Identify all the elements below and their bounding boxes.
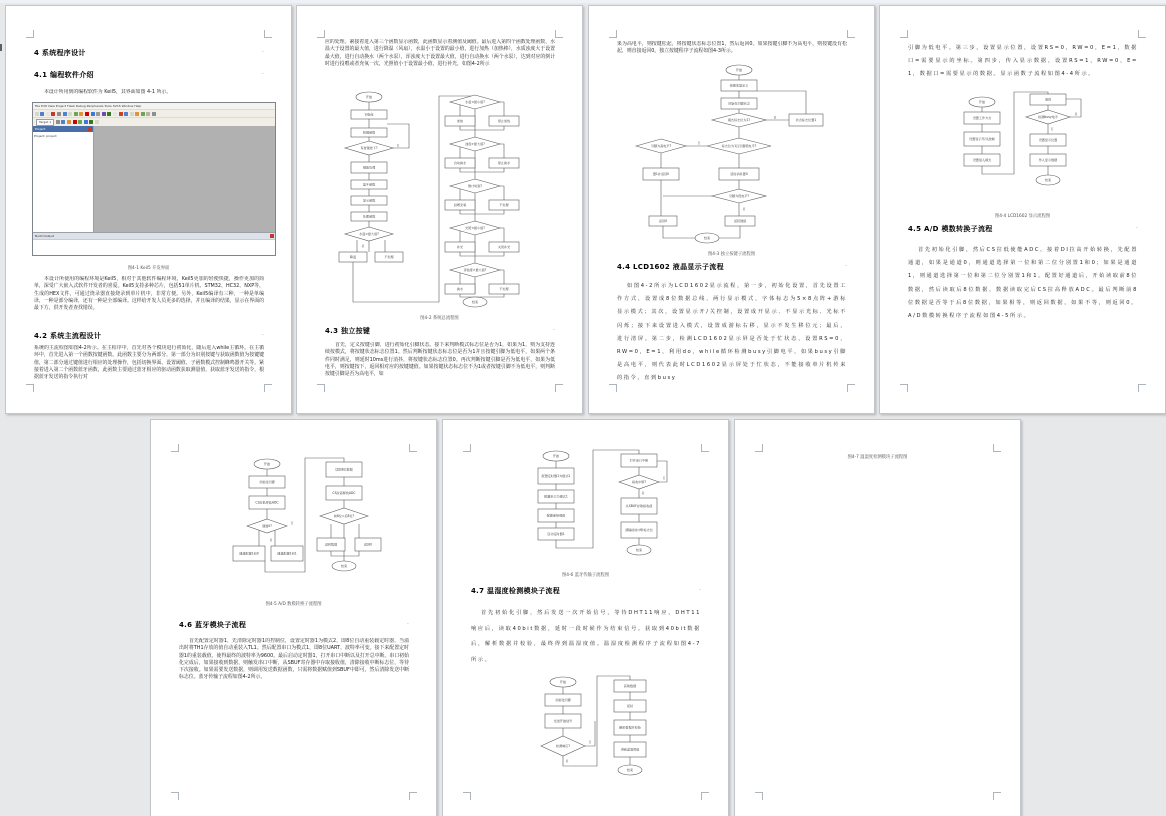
toolbar-icon	[57, 112, 61, 116]
toolbar-icon	[107, 112, 111, 116]
svg-text:否: 否	[662, 476, 666, 480]
margin-mark	[317, 30, 325, 38]
toolbar-icon	[46, 112, 50, 116]
svg-text:不处理: 不处理	[499, 287, 509, 292]
svg-text:清屏: 清屏	[1044, 97, 1052, 102]
svg-text:蓝牙函数: 蓝牙函数	[362, 182, 376, 187]
toolbar-icon	[68, 112, 72, 116]
figure-4-4-flowchart[interactable]	[940, 90, 1095, 210]
svg-text:不处理: 不处理	[499, 203, 509, 208]
svg-text:CS拉低使能ADC: CS拉低使能ADC	[255, 500, 279, 505]
svg-text:初始化引脚状态: 初始化引脚状态	[728, 101, 750, 106]
page-1	[5, 5, 292, 414]
keil-build-output-title: Build Output	[35, 234, 54, 238]
heading-4-5[interactable]: 4.5 A/D 模数转换子流程	[908, 225, 993, 233]
svg-text:是: 是	[641, 491, 645, 495]
margin-mark	[755, 444, 763, 452]
toolbar-icon	[124, 112, 128, 116]
svg-text:自动换水: 自动换水	[453, 161, 467, 166]
margin-mark	[701, 792, 709, 800]
svg-text:初始化引脚: 初始化引脚	[555, 698, 571, 703]
figure-caption-4-1: 图4-1 Keil5 开发界面	[127, 266, 170, 271]
paragraph[interactable]: 应的处理。紧接着进入第三个函数显示函数，此函数显示着测值及阈值。最后进入第四个函数处理函数，水温大于设置的最大值，进行降温（风扇），水温小于设置的最小值，进行加热（加热棒），水质浊度大于设置最大值，进行自动换水（两个水泵），浑浊度大于设置最大值，进行自动换水（两个水泵），达到对应的倒计时进行投喂或者充氧一次，光照值小于设置最小值，进行补光，如图4-2所示	[325, 39, 555, 67]
svg-text:结束: 结束	[635, 548, 643, 553]
paragraph[interactable]: 本设计所用到的编程软件为 Keil5，其界面如图 4-1 所示。	[44, 89, 172, 95]
paragraph[interactable]: 如图4-2所示为LCD1602显示流程，第一步，初始化设置，首先设置工作方式，设置成8位数据总线、两行显示模式，字体标志为5×8点阵+游标显示模式；其次，设置显示开/关控制，设置成开显示、不显示光标、光标不闪烁；接下来设置进入模式，设置成游标右移，显示不发生移位元；最后，进行清屏。第二步，检测LCD1602显示屏是否处于忙状态，设置RS=0，RW=0，E=1，利用do，while循环检测busy引脚电平，如果busy引脚是高电平，则代表此时LCD1602显示屏处于忙状态，不能接收单片机传来的指令，直到busy	[617, 283, 847, 382]
paragraph[interactable]: 引脚为低电平。第三步，设置显示位置，设置RS=0，RW=0，E=1，数据口=需要显示的坐标。第四步，传入显示数据，设置RS=1，RW=0，E=1，数据口=需要显示的数据。显示函数子流程如图4-4所示。	[908, 45, 1138, 78]
svg-text:检测响应?: 检测响应?	[555, 744, 571, 749]
svg-text:开始: 开始	[735, 68, 743, 73]
toolbar-icon	[79, 112, 83, 116]
figure-caption-4-4: 图4-4 LCD1602 显示流程图	[994, 214, 1051, 219]
toolbar-icon	[61, 120, 65, 124]
svg-text:从SBUF存取接收值: 从SBUF存取接收值	[625, 504, 653, 509]
paragraph[interactable]: 首先，定义按键引脚，进行初始化引脚状态。接下来判断模式标志位是否为1，如果为1，则为支持连续按模式，将按键状态标志位置1。然后判断按键状态标志位是否为1并且按键引脚为低电平，如果两个条件同时满足，则延时10ms进行消抖，将按键状态标志位置0。再次判断按键引脚是否为低电平，如果为低电平，则按键按下，返回相对应的按键键值。如果按键状态标志位不为1或者按键引脚不为低电平，则判断按键引脚是否为高电平，如	[325, 342, 555, 378]
margin-mark	[26, 384, 34, 392]
keil-build-output-header	[33, 233, 275, 240]
margin-mark	[1138, 30, 1146, 38]
margin-mark	[409, 792, 417, 800]
paragraph[interactable]: 果为高电平，则按键松起，将按键状态标志位置1，然后返回0。如果按键引脚不为高电平，则按键没有松起，则直接返回0。独立按键程序子流程如图4-3所示。	[617, 41, 847, 55]
margin-mark	[900, 30, 908, 38]
svg-text:是: 是	[361, 244, 365, 248]
svg-text:传入显示数据: 传入显示数据	[1038, 158, 1058, 163]
svg-text:前8位=后8位?: 前8位=后8位?	[333, 514, 355, 519]
toolbar-icon	[141, 112, 145, 116]
heading-4-7[interactable]: 4.7 温湿度检测模块子流程	[471, 587, 561, 595]
toolbar-icon	[73, 120, 77, 124]
page-4	[879, 5, 1166, 414]
svg-text:设置进入模式: 设置进入模式	[972, 158, 992, 163]
margin-mark	[463, 792, 471, 800]
margin-mark	[993, 444, 1001, 452]
svg-text:结束: 结束	[471, 300, 479, 305]
margin-mark	[555, 384, 563, 392]
svg-text:投喂充氧: 投喂充氧	[453, 203, 467, 208]
keil-menu-bar: File Edit View Project Flash Debug Peripherals Tools SVCS Window Help	[33, 103, 275, 109]
svg-text:设置工作方式: 设置工作方式	[972, 116, 992, 121]
paragraph[interactable]: 本设计所使用的编程环境是Keil5，相对于其他软件编程环境，Keil5更加的轻便快捷，操作更加的简单，深受广大嵌入式软件开发者的喜爱。Keil5支持多种芯片，包括51单片机、STM32、HC32、NXP等，生成的HEX文件，可通过烧录器直接烧录到单片机中，非常方便。另外，Keil5编译有三种，一种是单编译，一种是部分编译，还有一种是全部编译。这样给开发人员更多的选择，并且编译的结果，显示在界面的最下方，供开发者查找错误。	[34, 276, 264, 312]
figure-caption-4-7: 图4-7 温湿度检测模块子流程图	[847, 455, 908, 460]
svg-text:启动定时器1: 启动定时器1	[547, 532, 565, 537]
svg-text:置1并返回0: 置1并返回0	[652, 172, 670, 177]
svg-text:解析数据并校验: 解析数据并校验	[619, 725, 641, 730]
svg-text:开始: 开始	[365, 95, 373, 100]
toolbar-icon	[102, 112, 106, 116]
svg-text:是: 是	[565, 759, 569, 763]
svg-text:是: 是	[742, 207, 746, 211]
paragraph-mark: ·	[262, 49, 264, 56]
margin-mark	[26, 30, 34, 38]
margin-mark	[171, 792, 179, 800]
figure-4-5-flowchart[interactable]	[229, 454, 389, 594]
paragraph-mark: ·	[553, 327, 555, 334]
close-icon	[270, 234, 274, 238]
margin-mark	[463, 444, 471, 452]
toolbar-icon	[56, 120, 60, 124]
keil-project-tree-item: Project: project	[34, 134, 57, 138]
svg-text:引脚为低电平?: 引脚为低电平?	[728, 194, 750, 199]
margin-mark	[555, 30, 563, 38]
margin-mark	[847, 384, 855, 392]
paragraph[interactable]: 首先配置定时器1，先清除定时器1的控制位，设置定时器1为模式2，即8位自动重装载定时器，当溢出时将TH1存放的值自动重装入TL1。然后配置串口为模式1，即8位UART，波特率可变。接下来配置定时器1的重装载值，使得最终的波特率为9600。最后启动定时器1，打开串口中断以及打开总中断。串口初始化完成后，如果接收到数据，则触发串口中断，从SBUF寄存器中存取接收值，清除接收中断标志位，等待下次接收。如果需要发送数据，则调用发送数据函数，只需将数据赋值到SBUF中即可，然后清除发送中断标志位。蓝牙传输子流程如图4-2所示。	[179, 638, 409, 681]
toolbar-icon	[91, 112, 95, 116]
heading-4-6[interactable]: 4.6 蓝牙模块子流程	[179, 621, 247, 629]
svg-text:打开串口中断: 打开串口中断	[629, 458, 649, 463]
keil-project-title: Project	[35, 127, 46, 131]
margin-mark	[264, 30, 272, 38]
svg-text:返回0: 返回0	[363, 542, 373, 547]
toolbar-icon	[67, 120, 71, 124]
svg-text:否: 否	[588, 740, 592, 744]
svg-text:开始: 开始	[552, 454, 560, 459]
svg-text:引脚为高电平?: 引脚为高电平?	[650, 144, 672, 149]
svg-text:延时: 延时	[626, 704, 634, 709]
figure-keil-screenshot[interactable]	[32, 102, 276, 256]
margin-mark	[609, 384, 617, 392]
paragraph[interactable]: 首先初始化引脚，然后CS拉低使能ADC，接着DI拉高开始转换，先配置通道，如果是通道0，则通道选择第一位和第二位分别置1和0；如果是通道1，则通道选择第一位和第二位分别置1和1。配置好通道后，开始读取前8位数据，然后读取后8位数据，数据读取完后CS拉高释放ADC。最后判断前8位数据是否等于后8位数据，如果相等，则返回数据，如果不等，则返回0。A/D数模转换程序子流程如图4-5所示。	[908, 247, 1138, 320]
paragraph-mark: ·	[262, 332, 264, 339]
paragraph[interactable]: 首先初始化引脚，然后发送一次开始信号，等待DHT11响应，DHT11响应后，读取40bit数据，延时一段时候作为结束信号。获取到40bit数据后，解析数据并校验，最终得到温湿度值。温湿度检测程序子流程如图4-7所示。	[471, 610, 701, 663]
svg-text:浑浊度>最大值?: 浑浊度>最大值?	[463, 268, 487, 273]
figure-4-3-flowchart[interactable]	[629, 62, 834, 247]
paragraph-mark: ·	[262, 71, 264, 78]
svg-text:按键变量定义: 按键变量定义	[729, 83, 749, 88]
svg-text:加热: 加热	[456, 119, 464, 124]
heading-4-3[interactable]: 4.3 独立按键	[325, 327, 371, 335]
margin-mark	[264, 384, 272, 392]
paragraph-mark: ·	[845, 263, 847, 270]
svg-text:水温<最小值?: 水温<最小值?	[465, 100, 485, 105]
margin-mark	[609, 30, 617, 38]
svg-text:是: 是	[773, 115, 777, 120]
margin-mark	[171, 444, 179, 452]
toolbar-icon	[113, 112, 117, 116]
svg-text:否: 否	[1050, 127, 1054, 131]
svg-text:读取8位数据: 读取8位数据	[335, 467, 353, 472]
figure-4-6-flowchart[interactable]	[511, 446, 686, 566]
toolbar-icon	[51, 112, 55, 116]
svg-text:初始化: 初始化	[364, 112, 374, 117]
toolbar-icon	[152, 112, 156, 116]
close-icon	[88, 127, 92, 131]
svg-text:结束: 结束	[703, 236, 711, 241]
svg-text:发送开始信号: 发送开始信号	[553, 719, 573, 724]
heading-chapter-4[interactable]: 4 系统程序设计	[34, 49, 86, 57]
flowchart-nodes	[636, 65, 823, 243]
keil-toolbar-2	[33, 117, 275, 126]
page-7	[734, 419, 1021, 816]
svg-text:是: 是	[269, 538, 273, 542]
figure-caption-4-3: 图4-3 独立按键子流程图	[707, 252, 756, 257]
svg-text:浊度>最大值?: 浊度>最大值?	[465, 142, 485, 147]
svg-text:得到温湿度值: 得到温湿度值	[620, 747, 640, 752]
margin-mark	[317, 384, 325, 392]
svg-text:通道配置1和0: 通道配置1和0	[239, 551, 259, 556]
svg-text:结束: 结束	[340, 564, 348, 569]
svg-text:否: 否	[396, 143, 400, 148]
toolbar-icon	[146, 112, 150, 116]
svg-text:倒计时到?: 倒计时到?	[467, 184, 483, 189]
toolbar-icon	[63, 112, 67, 116]
svg-text:延时消抖置0: 延时消抖置0	[730, 172, 748, 177]
svg-text:否: 否	[697, 141, 701, 145]
svg-text:有按键按下?: 有按键按下?	[360, 146, 378, 151]
figure-caption-4-2: 图4-2 系统总流程图	[420, 316, 459, 321]
toolbar-icon	[96, 112, 100, 116]
svg-text:关闭补光: 关闭补光	[497, 245, 511, 250]
paragraph-mark: ·	[699, 587, 701, 594]
toolbar-icon	[89, 120, 93, 124]
svg-text:配置重装载值: 配置重装载值	[546, 513, 566, 518]
svg-text:水温>最大值?: 水温>最大值?	[359, 232, 379, 237]
svg-text:通道配置1和1: 通道配置1和1	[277, 551, 297, 556]
heading-4-2[interactable]: 4.2 系统主流程设计	[34, 332, 102, 340]
svg-text:清除接收中断标志位: 清除接收中断标志位	[625, 528, 653, 533]
svg-text:不处理: 不处理	[384, 255, 394, 260]
svg-text:开始: 开始	[263, 462, 271, 467]
keil-target-select: Target 1	[36, 119, 54, 126]
margin-mark	[900, 384, 908, 392]
toolbar-icon	[130, 112, 134, 116]
toolbar-icon	[78, 120, 82, 124]
svg-text:开始: 开始	[559, 680, 567, 685]
svg-text:标志位为1且引脚低电平?: 标志位为1且引脚低电平?	[721, 144, 757, 149]
keil-build-output-panel	[33, 232, 275, 255]
svg-text:补光: 补光	[456, 245, 464, 250]
figure-4-2-flowchart[interactable]	[323, 88, 555, 310]
svg-text:状态标志位置1: 状态标志位置1	[795, 118, 817, 123]
toolbar-icon	[40, 112, 44, 116]
svg-text:返回键值: 返回键值	[733, 219, 747, 224]
toolbar-icon	[35, 112, 39, 116]
svg-text:按键函数: 按键函数	[362, 130, 376, 135]
page-3	[588, 5, 875, 414]
svg-text:是: 是	[1074, 112, 1078, 116]
margin-mark	[1138, 384, 1146, 392]
svg-text:检测busy电平: 检测busy电平	[1038, 115, 1058, 120]
heading-4-1[interactable]: 4.1 编程软件介绍	[34, 71, 94, 79]
svg-text:设置显示位置: 设置显示位置	[1038, 138, 1058, 143]
svg-text:处理函数: 处理函数	[362, 214, 376, 219]
svg-text:降温: 降温	[349, 255, 357, 260]
toolbar-icon	[135, 112, 139, 116]
page-5	[150, 419, 437, 816]
svg-text:初始化引脚: 初始化引脚	[259, 480, 275, 485]
svg-text:返回数据: 返回数据	[324, 542, 338, 547]
svg-text:停止换水: 停止换水	[497, 161, 511, 166]
flowchart-labels	[651, 67, 816, 240]
svg-text:键值处理: 键值处理	[362, 165, 376, 170]
page-6	[442, 419, 729, 816]
outline-tick	[0, 44, 2, 51]
svg-text:光照<最小值?: 光照<最小值?	[465, 226, 485, 231]
svg-text:配置定时器1为模式2: 配置定时器1为模式2	[541, 474, 571, 479]
svg-text:获取数据: 获取数据	[623, 684, 637, 689]
heading-4-4[interactable]: 4.4 LCD1602 液晶显示子流程	[617, 263, 724, 271]
figure-caption-4-6: 图4-6 蓝牙传输子流程图	[561, 573, 610, 578]
svg-text:CS拉高释放ADC: CS拉高释放ADC	[332, 491, 356, 496]
svg-text:模式标志位为1?: 模式标志位为1?	[727, 118, 751, 123]
margin-mark	[755, 792, 763, 800]
svg-text:配置串口为模式1: 配置串口为模式1	[544, 494, 568, 499]
margin-mark	[993, 792, 1001, 800]
svg-text:停止加热: 停止加热	[497, 119, 511, 124]
svg-text:设置显示开/关控制: 设置显示开/关控制	[969, 137, 995, 142]
keil-project-panel	[33, 126, 94, 233]
margin-mark	[409, 444, 417, 452]
keil-editor-area	[94, 126, 275, 233]
svg-text:开始: 开始	[978, 100, 986, 105]
svg-text:结束: 结束	[626, 768, 634, 773]
svg-text:结束: 结束	[1044, 178, 1052, 183]
keil-project-header	[33, 126, 93, 132]
svg-text:否: 否	[290, 521, 294, 525]
toolbar-icon	[85, 112, 89, 116]
figure-4-7-flowchart[interactable]	[525, 672, 670, 784]
paragraph-mark: ·	[407, 621, 409, 628]
figure-caption-4-5: 图4-5 A/D 数模转换子流程图	[265, 602, 322, 607]
svg-text:换水: 换水	[456, 287, 464, 292]
toolbar-icon	[74, 112, 78, 116]
svg-text:显示函数: 显示函数	[362, 198, 376, 203]
svg-text:返回0: 返回0	[658, 219, 668, 224]
margin-mark	[847, 30, 855, 38]
toolbar-icon	[119, 112, 123, 116]
toolbar-icon	[84, 120, 88, 124]
svg-text:通道0?: 通道0?	[262, 524, 272, 529]
paragraph[interactable]: 系统的主流程图如图4-2所示。在主程序中，首先对各个模块进行初始化，随后进入while主循环。在主循环中，首先进入第一个函数按键函数。此函数主要分为两部分，第一部分为识别按键与获取函数值为按键键值，第二部分通过键值进行相应的处理操作，包括切换界面、设置阈值、子函数模式控制蜂鸣器开关等。紧接着进入第二个函数蓝牙函数，此函数主要通过蓝牙相应的驱动函数获取测量值，获取蓝牙发送的指令，根据蓝牙发送的指令执行对	[34, 345, 264, 381]
page-2	[296, 5, 583, 414]
paragraph-mark: ·	[1136, 225, 1138, 232]
toolbar-icon	[95, 120, 99, 124]
margin-mark	[701, 444, 709, 452]
svg-text:接收中断?: 接收中断?	[631, 480, 647, 485]
